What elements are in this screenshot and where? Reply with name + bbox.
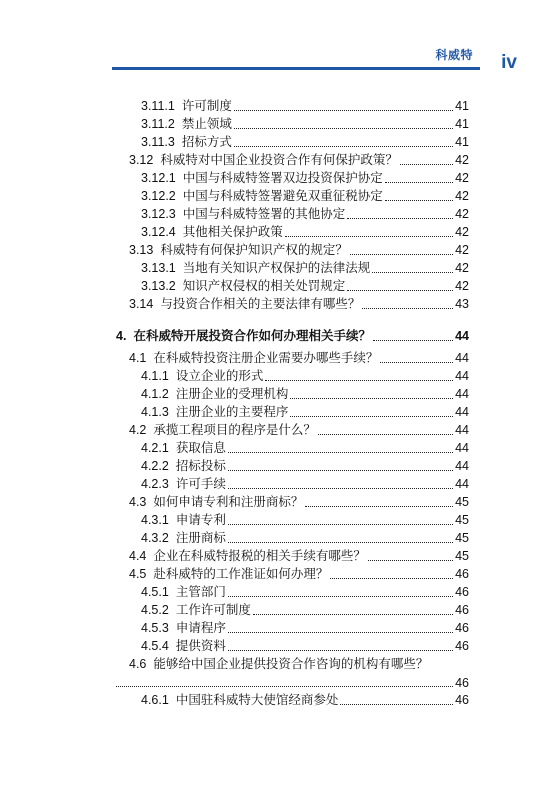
toc-title: 获取信息: [175, 440, 226, 455]
toc-entry[interactable]: [141, 258, 469, 276]
toc-number: 3.12.2: [141, 189, 176, 203]
toc-number: 4.5.1: [141, 585, 169, 599]
toc-leader: [228, 596, 453, 597]
toc-entry[interactable]: [141, 636, 469, 654]
toc-leader: [234, 110, 453, 111]
toc-leader: [290, 398, 453, 399]
toc-entry[interactable]: [141, 276, 469, 294]
toc-entry[interactable]: [141, 438, 469, 456]
toc-number: 4.5.4: [141, 639, 169, 653]
toc-page: 46: [455, 585, 469, 599]
toc-number: 4.3.1: [141, 513, 169, 527]
toc-page: 46: [455, 603, 469, 617]
toc-title: 中国与科威特签署双边投资保护协定: [182, 170, 383, 185]
toc-number: 3.13.1: [141, 261, 176, 275]
toc-leader: [385, 182, 453, 183]
toc-number: 3.12.4: [141, 225, 176, 239]
toc-leader: [347, 218, 453, 219]
toc-entry[interactable]: [141, 204, 469, 222]
toc-leader: [385, 200, 453, 201]
toc-entry[interactable]: [141, 222, 469, 240]
toc-page: 44: [455, 387, 469, 401]
toc-page: 45: [455, 513, 469, 527]
toc-title: 知识产权侵权的相关处罚规定: [182, 278, 346, 293]
toc-leader: [330, 578, 453, 579]
toc-entry[interactable]: [141, 366, 469, 384]
toc-leader: [285, 236, 453, 237]
toc-page: 44: [455, 423, 469, 437]
toc-title: 注册商标: [175, 530, 226, 545]
toc-title: 企业在科威特报税的相关手续有哪些？: [153, 548, 366, 563]
toc-number: 4.2.3: [141, 477, 169, 491]
toc-entry[interactable]: [129, 546, 469, 564]
toc-page: 41: [455, 99, 469, 113]
toc-entry[interactable]: [141, 186, 469, 204]
toc-entry[interactable]: [141, 510, 469, 528]
toc-page: 44: [455, 477, 469, 491]
toc-leader: [228, 650, 453, 651]
toc-leader: [340, 704, 453, 705]
toc-leader: [347, 290, 453, 291]
toc-title: 科威特对中国企业投资合作有何保护政策？: [160, 152, 398, 167]
toc-number: 4.5.2: [141, 603, 169, 617]
toc-entry[interactable]: [141, 690, 469, 708]
toc-title: 许可手续: [175, 476, 226, 491]
toc-page: 43: [455, 297, 469, 311]
toc-entry[interactable]: [141, 618, 469, 636]
toc-leader: [372, 272, 453, 273]
toc-title: 招标投标: [175, 458, 226, 473]
toc-number: 4.6: [129, 657, 147, 671]
toc-page: 44: [455, 459, 469, 473]
toc-page: 42: [455, 171, 469, 185]
toc-leader: [318, 434, 453, 435]
toc-page: 44: [455, 351, 469, 365]
toc-page: 41: [455, 117, 469, 131]
toc-leader: [116, 686, 453, 687]
toc-entry[interactable]: [129, 564, 469, 582]
toc-number: 4.1.2: [141, 387, 169, 401]
toc-number: 4.6.1: [141, 693, 169, 707]
toc-entry[interactable]: [141, 132, 469, 150]
toc-number: 4.5: [129, 567, 147, 581]
toc-title: 中国与科威特签署的其他协定: [182, 206, 346, 221]
toc-entry[interactable]: [129, 420, 469, 438]
toc-title: 赴科威特的工作准证如何办理？: [153, 566, 329, 581]
toc-title: 许可制度: [181, 98, 232, 113]
toc-number: 4.3.2: [141, 531, 169, 545]
toc-page: 46: [455, 621, 469, 635]
toc-entry[interactable]: [141, 96, 469, 114]
toc-number: 4.2: [129, 423, 147, 437]
toc-title: 中国与科威特签署避免双重征税协定: [182, 188, 383, 203]
toc-number: 3.11.3: [141, 135, 175, 149]
toc-number: 4.1.3: [141, 405, 169, 419]
toc-number: 3.13.2: [141, 279, 176, 293]
toc-entry[interactable]: [141, 474, 469, 492]
toc-chapter-entry[interactable]: [116, 326, 469, 344]
toc-entry[interactable]: [141, 384, 469, 402]
toc-leader: [368, 560, 453, 561]
toc-title: 主管部门: [175, 584, 226, 599]
toc-number: 4.1.1: [141, 369, 169, 383]
toc-page: 42: [455, 261, 469, 275]
toc-title: 工作许可制度: [175, 602, 251, 617]
toc-number: 3.11.2: [141, 117, 175, 131]
toc-entry-wrapped[interactable]: [129, 654, 469, 672]
toc-entry[interactable]: [129, 294, 469, 312]
toc-title: 在科威特投资注册企业需要办哪些手续？: [153, 350, 379, 365]
toc-page: 46: [455, 567, 469, 581]
toc-number: 3.14: [129, 297, 154, 311]
toc-leader: [373, 340, 453, 341]
toc-leader: [265, 380, 453, 381]
toc-page: 41: [455, 135, 469, 149]
toc-number: 3.11.1: [141, 99, 175, 113]
toc-leader: [228, 488, 453, 489]
toc-title: 设立企业的形式: [175, 368, 264, 383]
toc-entry-continuation[interactable]: [116, 672, 469, 690]
toc-entry[interactable]: [141, 168, 469, 186]
toc-title: 科威特有何保护知识产权的规定？: [160, 242, 348, 257]
toc-leader: [305, 506, 453, 507]
toc-title: 中国驻科威特大使馆经商参处: [175, 692, 339, 707]
toc-leader: [228, 524, 453, 525]
toc-title: 禁止领域: [181, 116, 232, 131]
toc-leader: [350, 254, 453, 255]
toc-page: 42: [455, 243, 469, 257]
toc-leader: [380, 362, 453, 363]
toc-number: 3.13: [129, 243, 154, 257]
toc-page: 42: [455, 279, 469, 293]
toc-entry[interactable]: [129, 492, 469, 510]
toc-page: 44: [455, 369, 469, 383]
toc-number: 4.5.3: [141, 621, 169, 635]
toc-title: 能够给中国企业提供投资合作咨询的机构有哪些？: [153, 656, 429, 671]
toc-number: 4.2.1: [141, 441, 169, 455]
toc-title: 注册企业的主要程序: [175, 404, 289, 419]
toc-title: 申请专利: [175, 512, 226, 527]
toc-number: 4.4: [129, 549, 147, 563]
toc-title: 申请程序: [175, 620, 226, 635]
toc-leader: [400, 164, 453, 165]
toc-entry[interactable]: [129, 150, 469, 168]
toc-page: 45: [455, 531, 469, 545]
toc-title: 与投资合作相关的主要法律有哪些？: [160, 296, 361, 311]
toc-leader: [228, 632, 453, 633]
toc-entry[interactable]: [141, 528, 469, 546]
toc-page: 44: [455, 329, 469, 343]
toc-page: 46: [455, 639, 469, 653]
toc-entry[interactable]: [141, 600, 469, 618]
toc-title: 其他相关保护政策: [182, 224, 283, 239]
toc-leader: [234, 128, 453, 129]
toc-leader: [228, 452, 453, 453]
toc-page: 46: [455, 693, 469, 707]
toc-page: 42: [455, 207, 469, 221]
toc-page: 44: [455, 441, 469, 455]
toc-page: 46: [455, 676, 469, 690]
toc-page: 42: [455, 153, 469, 167]
toc-number: 4.2.2: [141, 459, 169, 473]
toc-entry[interactable]: [129, 240, 469, 258]
toc-page: 42: [455, 225, 469, 239]
toc-title: 注册企业的受理机构: [175, 386, 289, 401]
toc-entry[interactable]: [141, 402, 469, 420]
toc-number: 4.: [116, 329, 127, 343]
toc-title: 提供资料: [175, 638, 226, 653]
toc-leader: [228, 470, 453, 471]
toc-entry[interactable]: [141, 582, 469, 600]
toc-leader: [362, 308, 453, 309]
header-country-name: 科威特: [435, 48, 473, 62]
toc-number: 3.12.1: [141, 171, 176, 185]
toc-page: 44: [455, 405, 469, 419]
header-page-number: iv: [501, 52, 517, 73]
toc-leader: [253, 614, 453, 615]
toc-title: 当地有关知识产权保护的法律法规: [182, 260, 371, 275]
toc-entry[interactable]: [141, 114, 469, 132]
toc-entry[interactable]: [129, 348, 469, 366]
toc-leader: [228, 542, 453, 543]
toc-title: 承揽工程项目的程序是什么？: [153, 422, 316, 437]
toc-title: 在科威特开展投资合作如何办理相关手续？: [133, 328, 371, 343]
toc-page: 42: [455, 189, 469, 203]
toc-number: 3.12.3: [141, 207, 176, 221]
toc-title: 招标方式: [181, 134, 232, 149]
toc-number: 3.12: [129, 153, 154, 167]
toc-number: 4.1: [129, 351, 147, 365]
toc-leader: [290, 416, 453, 417]
toc-number: 4.3: [129, 495, 147, 509]
toc-leader: [234, 146, 453, 147]
toc-title: 如何申请专利和注册商标？: [153, 494, 304, 509]
toc-page: 45: [455, 495, 469, 509]
toc-page: 45: [455, 549, 469, 563]
toc-entry[interactable]: [141, 456, 469, 474]
